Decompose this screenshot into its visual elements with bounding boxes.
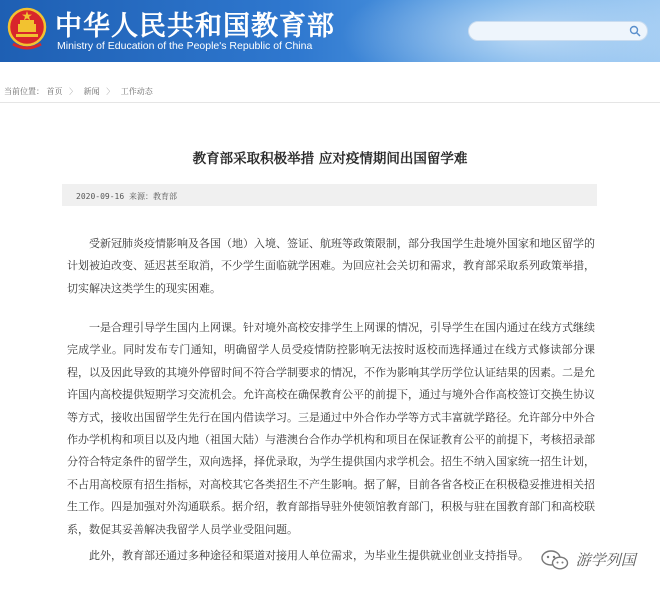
site-subtitle: Ministry of Education of the People's Republic of China [57, 40, 313, 52]
article-paragraph: 此外，教育部还通过多种途径和渠道对接用人单位需求，为毕业生提供就业创业支持指导。 [89, 549, 529, 562]
national-emblem-icon[interactable] [7, 6, 47, 52]
search-input[interactable] [477, 26, 631, 44]
site-title[interactable]: 中华人民共和国教育部 [55, 11, 335, 42]
breadcrumb-home[interactable]: 首页 [46, 87, 63, 96]
watermark-text: 游学列国 [575, 551, 636, 569]
breadcrumb-separator: 〉 [106, 87, 115, 96]
search-icon[interactable] [629, 25, 641, 37]
site-header [0, 0, 660, 62]
breadcrumb [0, 80, 660, 103]
breadcrumb-separator: 〉 [69, 87, 78, 96]
wechat-icon [541, 550, 569, 570]
article-paragraph: 一是合理引导学生国内上网课。针对境外高校安排学生上网课的情况，引导学生在国内通过在线方式继续完成学业。同时发布专门通知，明确留学人员受疫情防控影响无法按时返校而选择通过在线方式修读部分课程，以及因此导致的其境外停留时间不符合学制要求的情况，不作为影响其学历学位认证结果的因素。二是允许国内高校提供短期学习交流机会。允许高校在确保教育公平的前提下，通过与境外合作高校签订交换生协议等方式，接收出国留学生先行在国内借读学习。三是通过中外合作办学等方式丰富就学路径。允许部分中外合作办学机构和项目以及内地（祖国大陆）与港澳台合作办学机构和项目在保证教育公平的前提下，考核招录部分符合特定条件的留学生，双向选择，择优录取，为学生提供国内求学机会。招生不纳入国家统一招生计划，不占用高校原有招生指标，对高校其它各类招生不产生影响。据了解，目前各省各校正在积极稳妥推进相关招生工作。四是加强对外沟通联系。据介绍，教育部指导驻外使领馆教育部门，积极与驻在国教育部门和高校联系，数促其妥善解决我留学人员学业受阻问题。 [67, 321, 595, 536]
watermark [541, 549, 636, 569]
breadcrumb-work-news[interactable]: 工作动态 [120, 87, 153, 96]
article-meta [62, 184, 597, 206]
article-paragraph: 受新冠肺炎疫情影响及各国（地）入境、签证、航班等政策限制，部分我国学生赴境外国家和地区留学的计划被迫改变、延迟甚至取消，不少学生面临就学困难。为回应社会关切和需求，教育部采取系列政策举措，切实解决这类学生的现实困难。 [67, 237, 595, 295]
article-date-source: 2020-09-16 来源：教育部 [76, 192, 177, 201]
breadcrumb-prefix: 当前位置： [4, 87, 44, 96]
breadcrumb-news[interactable]: 新闻 [83, 87, 100, 96]
article-title: 教育部采取积极举措 应对疫情期间出国留学难 [192, 151, 468, 167]
search-box[interactable] [468, 21, 648, 41]
